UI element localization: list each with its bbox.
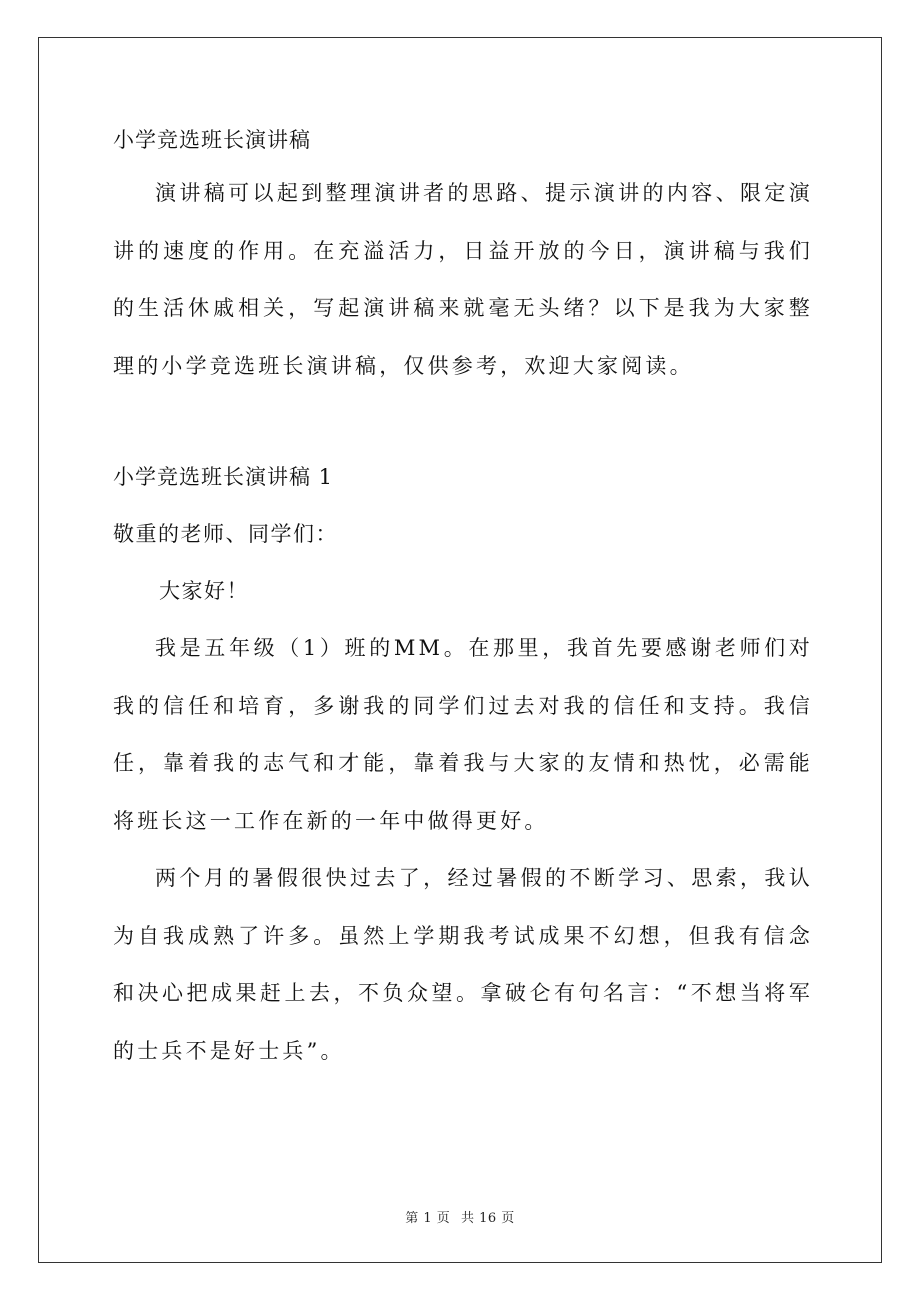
page-number: 第 1 页 [405,1211,451,1226]
intro-paragraph: 演讲稿可以起到整理演讲者的思路、提示演讲的内容、限定演讲的速度的作用。在充溢活力，日益开放的今日，演讲稿与我们的生活休戚相关，写起演讲稿来就毫无头绪？以下是我为大家整理的小学竞选班长演讲稿，仅供参考，欢迎大家阅读。 [113,181,813,378]
page-total: 共 16 页 [460,1211,515,1226]
document-title: 小学竞选班长演讲稿 [113,128,311,152]
body-paragraph: 我是五年级（1）班的MM。在那里，我首先要感谢老师们对我的信任和培育，多谢我的同学们过去对我的信任和支持。我信任，靠着我的志气和才能，靠着我与大家的友情和热忱，必需能将班长这一工作在新的一年中做得更好。 [113,636,813,833]
body-paragraph: 两个月的暑假很快过去了，经过暑假的不断学习、思索，我认为自我成熟了许多。虽然上学期我考试成果不幻想，但我有信念和决心把成果赶上去，不负众望。拿破仑有句名言：“不想当将军的士兵不是好士兵”。 [113,866,813,1063]
document-body [113,120,813,1080]
page-footer [0,1207,920,1226]
greeting-line: 敬重的老师、同学们： [113,522,338,546]
section-title: 小学竞选班长演讲稿 1 [113,465,334,489]
hello-line: 大家好！ [159,579,249,603]
